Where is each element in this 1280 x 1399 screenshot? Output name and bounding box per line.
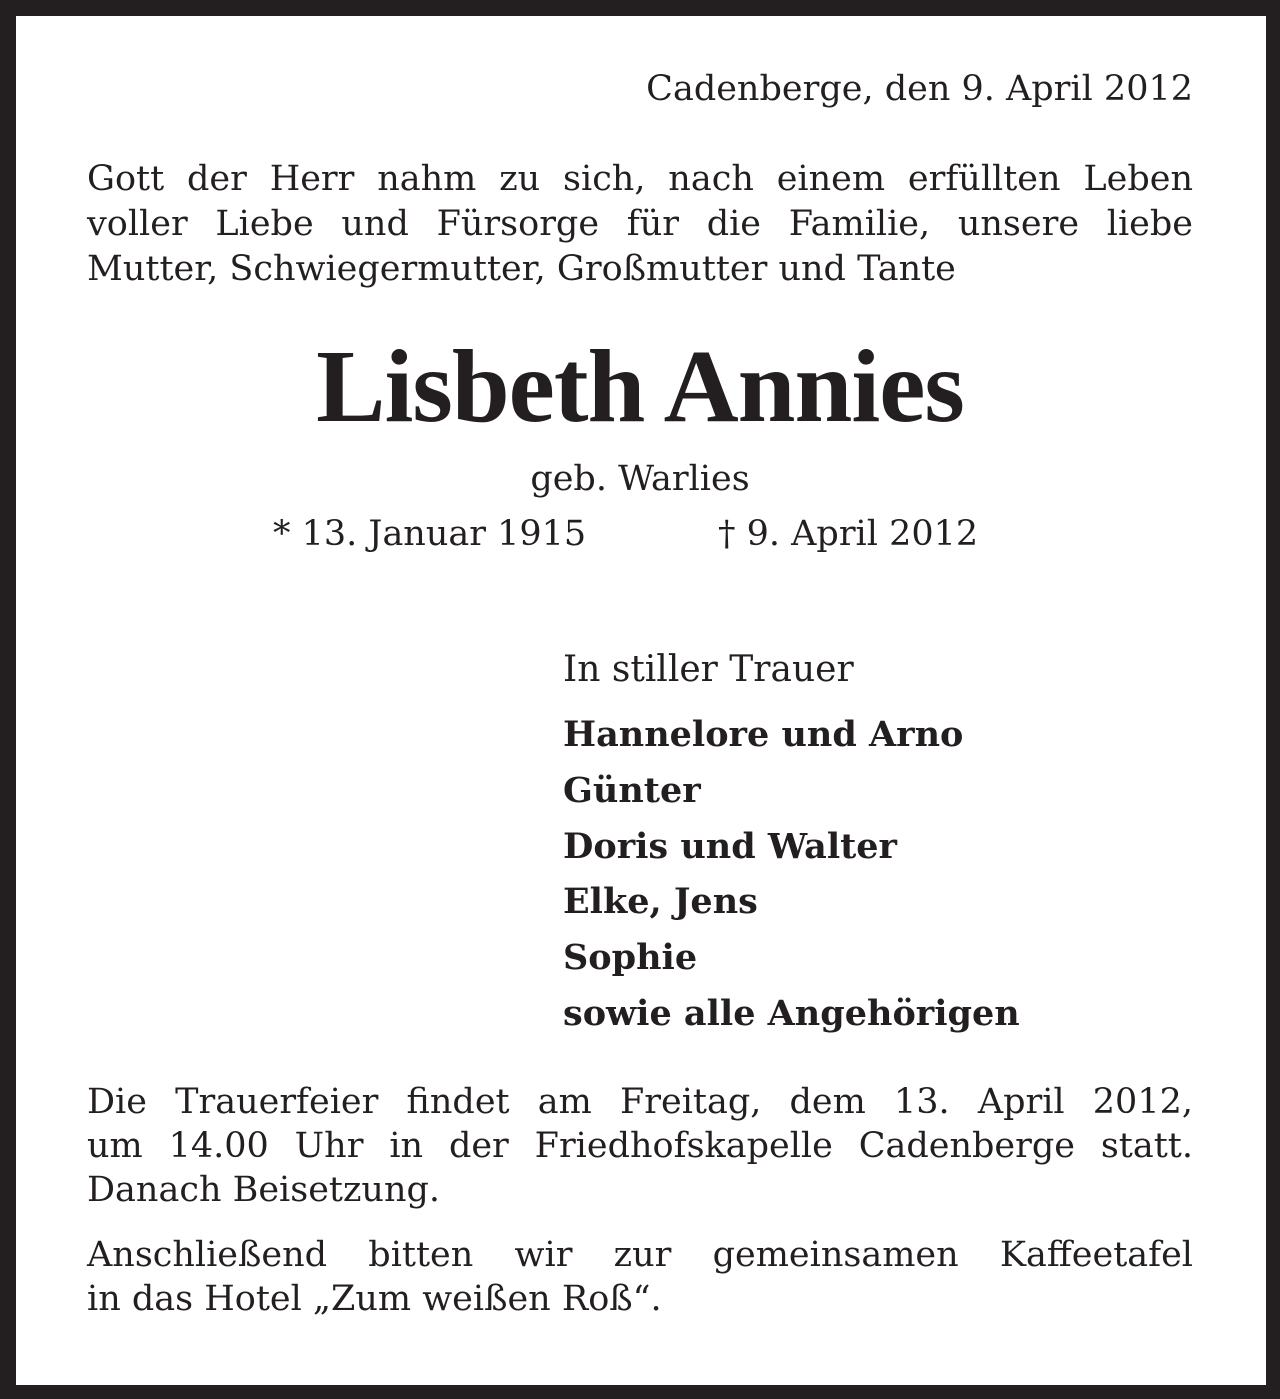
reception-line-2: in das Hotel „Zum weißen Roß“.	[87, 1279, 662, 1319]
service-line-1: Die Trauerfeier findet am Freitag, dem 13. April 2012,	[87, 1082, 1193, 1122]
mourner-name: sowie alle Angehörigen	[563, 993, 1020, 1034]
mourner-name: Günter	[563, 770, 701, 811]
maiden-name: geb. Warlies	[530, 459, 750, 499]
mourner-name: Elke, Jens	[563, 881, 758, 922]
service-line-2: um 14.00 Uhr in der Friedhofskapelle Cadenberge statt.	[87, 1126, 1193, 1166]
death-date: † 9. April 2012	[718, 514, 979, 554]
mourner-name: Hannelore und Arno	[563, 714, 964, 755]
reception-line-1: Anschließend bitten wir zur gemeinsamen Kaffeetafel	[87, 1235, 1193, 1275]
mourner-name: Doris und Walter	[563, 826, 897, 867]
intro-line-1: Gott der Herr nahm zu sich, nach einem erfüllten Leben	[87, 159, 1193, 199]
intro-line-2: voller Liebe und Fürsorge für die Familie, unsere liebe	[87, 204, 1193, 244]
deceased-name: Lisbeth Annies	[316, 329, 964, 444]
date-line: Cadenberge, den 9. April 2012	[646, 69, 1193, 109]
mourner-name: Sophie	[563, 937, 698, 978]
birth-date: * 13. Januar 1915	[273, 514, 587, 554]
service-line-3: Danach Beisetzung.	[87, 1170, 441, 1210]
intro-line-3: Mutter, Schwiegermutter, Großmutter und Tante	[87, 249, 956, 289]
mourners-heading: In stiller Trauer	[563, 649, 854, 690]
